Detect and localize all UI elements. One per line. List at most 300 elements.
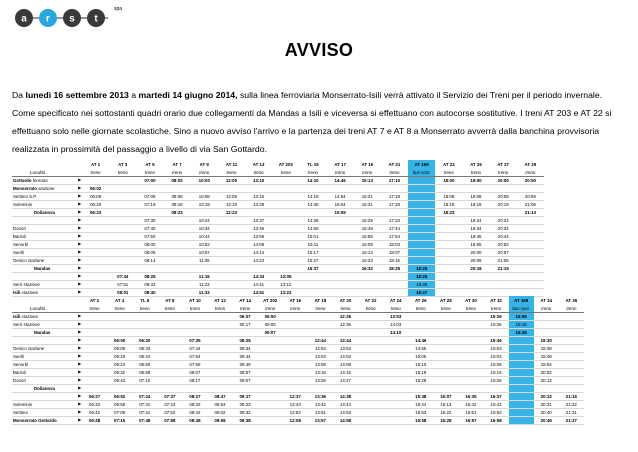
time-cell	[458, 377, 483, 385]
time-cell	[559, 345, 584, 353]
time-cell	[435, 273, 462, 281]
time-cell: 10:00	[191, 177, 218, 185]
time-cell	[82, 281, 109, 289]
service-kind: treno	[490, 169, 517, 177]
time-cell: 20:57	[490, 249, 517, 257]
time-cell: 09:17	[233, 393, 258, 401]
time-cell	[327, 257, 354, 265]
station-label: Gesico	[13, 346, 27, 351]
time-cell	[327, 233, 354, 241]
time-cell	[433, 321, 458, 329]
time-cell: 21:15	[490, 265, 517, 273]
table-row	[12, 241, 544, 249]
time-cell: 17:10	[381, 177, 408, 185]
station-label: Dolianova	[34, 210, 55, 215]
time-cell	[435, 217, 462, 225]
time-cell	[433, 385, 458, 393]
service-kind: treno	[218, 169, 245, 177]
station-label: Gesico	[13, 258, 27, 263]
service-kind: treno	[82, 169, 109, 177]
time-cell: 16:57	[458, 417, 483, 425]
time-cell	[207, 377, 232, 385]
time-cell	[164, 265, 191, 273]
time-cell	[157, 329, 182, 337]
time-cell	[109, 249, 136, 257]
station-name	[12, 393, 74, 401]
time-cell: 16:22	[433, 409, 458, 417]
time-cell	[333, 329, 358, 337]
time-cell: 13:16	[308, 369, 333, 377]
time-cell: 15:29	[354, 217, 381, 225]
train-number: AT 24	[389, 298, 402, 303]
time-cell	[509, 417, 534, 425]
time-cell	[272, 241, 299, 249]
time-cell: 21:09	[517, 201, 544, 209]
time-cell: 13:51	[308, 409, 333, 417]
time-cell: 16:08	[484, 361, 509, 369]
direction-icon: ▶	[74, 417, 82, 425]
station-name	[12, 281, 74, 289]
time-cell: 14:50	[299, 225, 326, 233]
direction-icon: ▶	[74, 313, 82, 321]
time-cell	[157, 361, 182, 369]
time-cell	[132, 313, 157, 321]
time-cell	[358, 345, 383, 353]
time-cell	[509, 337, 534, 345]
time-cell: 20:40	[534, 409, 559, 417]
direction-icon: ▶	[74, 377, 82, 385]
station-name	[12, 233, 74, 241]
station-name	[12, 337, 74, 345]
time-cell: 15:19	[408, 369, 433, 377]
time-cell: 07:19	[136, 201, 163, 209]
time-cell	[283, 345, 308, 353]
table-row	[12, 209, 544, 217]
time-cell	[358, 377, 383, 385]
direction-icon: ▶	[74, 257, 82, 265]
time-cell	[435, 257, 462, 265]
time-cell: 08:49	[233, 361, 258, 369]
time-cell	[358, 321, 383, 329]
time-cell	[383, 377, 408, 385]
time-cell: 07:31	[132, 401, 157, 409]
time-cell	[109, 225, 136, 233]
time-cell	[82, 369, 107, 377]
time-cell	[258, 337, 283, 345]
service-kind: treno	[458, 305, 483, 313]
time-cell	[534, 329, 559, 337]
time-cell: 08:07	[182, 369, 207, 377]
train-number: AT 7	[172, 162, 182, 167]
train-number: TL 6	[140, 298, 150, 303]
time-cell: 07:15	[107, 417, 132, 425]
service-kind: treno	[191, 169, 218, 177]
time-cell: 15:21	[354, 193, 381, 201]
service-kind: treno	[107, 305, 132, 313]
time-cell	[283, 369, 308, 377]
time-cell	[283, 337, 308, 345]
time-cell	[132, 385, 157, 393]
time-cell	[191, 185, 218, 193]
time-cell: 17:28	[381, 201, 408, 209]
time-cell: 06:00	[107, 337, 132, 345]
time-cell: 13:53	[383, 313, 408, 321]
time-cell	[354, 209, 381, 217]
time-cell	[435, 241, 462, 249]
service-kind: treno	[299, 169, 326, 177]
time-cell	[490, 209, 517, 217]
station-name	[12, 201, 74, 209]
time-cell	[433, 353, 458, 361]
time-cell: 20:18	[462, 265, 489, 273]
time-cell	[358, 369, 383, 377]
time-cell: 06:18	[82, 201, 109, 209]
time-cell	[283, 385, 308, 393]
time-cell: 06:42	[82, 409, 107, 417]
time-cell: 16:13	[433, 401, 458, 409]
time-cell	[358, 417, 383, 425]
station-name	[12, 345, 74, 353]
time-cell	[218, 273, 245, 281]
time-cell	[136, 185, 163, 193]
time-cell	[517, 185, 544, 193]
time-cell	[82, 329, 107, 337]
time-cell: 14:08	[333, 361, 358, 369]
table-row	[12, 345, 584, 353]
time-cell: 18:23	[435, 209, 462, 217]
time-cell	[272, 257, 299, 265]
time-cell	[358, 313, 383, 321]
station-label: Dolianova	[34, 386, 55, 391]
train-number: AT 30	[465, 298, 477, 303]
station-label: Isili	[13, 290, 21, 295]
time-cell	[157, 337, 182, 345]
time-cell	[408, 321, 433, 329]
train-number: AT 3	[118, 162, 128, 167]
locality-label: Località	[12, 305, 74, 313]
time-cell	[82, 361, 107, 369]
time-cell	[433, 313, 458, 321]
station-name	[12, 401, 74, 409]
time-cell: 15:01	[299, 233, 326, 241]
train-number: AT 23	[443, 162, 455, 167]
time-cell: 06:48	[82, 417, 107, 425]
time-cell: 08:01	[109, 289, 136, 297]
time-cell: 20:46	[534, 417, 559, 425]
arst-logo	[12, 4, 130, 30]
time-cell: 08:08	[164, 193, 191, 201]
notice-text	[12, 86, 626, 158]
direction-icon: ▶	[74, 321, 82, 329]
service-kind: treno	[517, 169, 544, 177]
time-cell: 12:44	[308, 337, 333, 345]
time-cell: 12:23	[218, 209, 245, 217]
direction-icon: ▶	[74, 409, 82, 417]
time-cell	[462, 281, 489, 289]
time-cell: 12:36	[333, 321, 358, 329]
time-cell: 08:26	[136, 273, 163, 281]
time-cell: 13:10	[245, 177, 272, 185]
time-cell	[490, 185, 517, 193]
time-cell	[408, 209, 435, 217]
time-cell: 08:23	[164, 209, 191, 217]
time-cell	[358, 393, 383, 401]
direction-icon: ▶	[74, 337, 82, 345]
page-title: AVVISO	[284, 40, 354, 60]
time-cell: 13:28	[245, 201, 272, 209]
time-cell	[283, 321, 308, 329]
time-cell: 07:37	[157, 393, 182, 401]
time-cell	[258, 409, 283, 417]
arst-logo-icon	[12, 4, 112, 30]
time-cell: 06:33	[132, 345, 157, 353]
time-cell: 06:17	[233, 321, 258, 329]
time-cell	[109, 241, 136, 249]
time-cell	[358, 401, 383, 409]
time-cell	[164, 233, 191, 241]
time-cell: 14:23	[245, 257, 272, 265]
time-cell: 06:09	[107, 345, 132, 353]
time-cell: 16:32	[354, 265, 381, 273]
time-cell	[272, 209, 299, 217]
time-cell	[164, 217, 191, 225]
time-cell: 08:14	[136, 257, 163, 265]
time-cell: 21:31	[559, 409, 584, 417]
time-cell	[157, 345, 182, 353]
time-cell	[207, 313, 232, 321]
train-number: AT 25	[470, 162, 482, 167]
service-kind: bus sost.	[408, 169, 435, 177]
time-cell	[82, 345, 107, 353]
station-name	[12, 257, 74, 265]
time-cell: 15:46	[484, 337, 509, 345]
time-cell: 16:23	[354, 257, 381, 265]
station-label: Settimo S.P.	[13, 194, 37, 199]
time-cell	[164, 249, 191, 257]
time-cell	[458, 345, 483, 353]
time-cell: 17:18	[381, 193, 408, 201]
time-cell: 12:53	[308, 345, 333, 353]
table-row	[12, 177, 544, 185]
time-cell	[164, 241, 191, 249]
time-cell	[82, 233, 109, 241]
service-kind: treno	[132, 305, 157, 313]
time-cell: 16:52	[484, 409, 509, 417]
time-cell	[157, 369, 182, 377]
time-cell	[218, 217, 245, 225]
table-row	[12, 225, 544, 233]
time-cell: 14:41	[245, 281, 272, 289]
station-name	[12, 353, 74, 361]
time-cell: 20:22	[534, 393, 559, 401]
time-cell	[157, 321, 182, 329]
train-number: AT 202	[263, 298, 278, 303]
time-cell: 20:34	[490, 225, 517, 233]
svg-text:s: s	[69, 13, 75, 25]
train-number: AT 16	[289, 298, 302, 303]
time-cell	[559, 321, 584, 329]
time-cell	[358, 329, 383, 337]
time-cell: 08:57	[233, 369, 258, 377]
time-cell	[109, 233, 136, 241]
time-cell	[408, 233, 435, 241]
time-cell: 06:52	[107, 393, 132, 401]
time-cell: 14:54	[327, 193, 354, 201]
service-kind: treno	[408, 305, 433, 313]
time-cell	[435, 185, 462, 193]
time-cell	[107, 321, 132, 329]
time-cell	[462, 209, 489, 217]
table-row	[12, 393, 584, 401]
time-cell: 06:32	[107, 369, 132, 377]
table-row	[12, 233, 544, 241]
time-cell	[164, 281, 191, 289]
time-cell: 15:09	[509, 313, 534, 321]
time-cell	[383, 353, 408, 361]
time-cell: 15:04	[327, 201, 354, 209]
time-cell	[327, 273, 354, 281]
time-cell	[283, 313, 308, 321]
time-cell	[207, 329, 232, 337]
time-cell: 06:07	[233, 313, 258, 321]
service-kind: treno	[435, 169, 462, 177]
time-cell	[299, 273, 326, 281]
time-cell	[408, 329, 433, 337]
time-cell	[559, 353, 584, 361]
time-cell	[207, 369, 232, 377]
time-cell: 12:09	[218, 193, 245, 201]
time-cell	[258, 401, 283, 409]
table-row	[12, 265, 544, 273]
time-cell	[272, 249, 299, 257]
time-cell	[509, 353, 534, 361]
time-cell	[218, 265, 245, 273]
time-cell	[381, 273, 408, 281]
time-cell: 13:16	[245, 193, 272, 201]
train-number: AT 22	[364, 298, 377, 303]
time-cell: 15:28	[408, 377, 433, 385]
time-cell: 13:22	[272, 289, 299, 297]
station-label: Serri	[13, 282, 23, 287]
time-cell	[327, 265, 354, 273]
time-cell	[458, 313, 483, 321]
table-row	[12, 361, 584, 369]
time-cell: 07:35	[182, 337, 207, 345]
time-cell	[435, 249, 462, 257]
time-cell	[107, 329, 132, 337]
service-kind: treno	[381, 169, 408, 177]
time-cell	[207, 337, 232, 345]
time-cell: 08:47	[207, 393, 232, 401]
time-cell	[272, 233, 299, 241]
time-cell	[157, 377, 182, 385]
time-cell: 11:06	[191, 257, 218, 265]
notice-part: Da	[12, 90, 26, 100]
time-cell: 10:24	[191, 217, 218, 225]
time-cell: 06:24	[107, 361, 132, 369]
time-cell	[82, 265, 109, 273]
time-cell	[534, 313, 559, 321]
time-cell: 10:08	[191, 193, 218, 201]
time-cell: 09:07	[258, 329, 283, 337]
time-cell: 07:54	[182, 353, 207, 361]
time-cell	[559, 377, 584, 385]
time-cell	[82, 249, 109, 257]
svg-text:t: t	[94, 13, 98, 25]
time-cell	[182, 329, 207, 337]
direction-icon: ▶	[74, 361, 82, 369]
service-kind: treno	[136, 169, 163, 177]
service-kind: treno	[333, 305, 358, 313]
time-cell: 20:08	[490, 193, 517, 201]
station-name	[12, 193, 74, 201]
notice-date-end: martedì 14 giugno 2014,	[138, 90, 238, 100]
service-kind: treno	[157, 305, 182, 313]
time-cell	[218, 241, 245, 249]
kind-row	[12, 305, 584, 313]
time-cell: 12:26	[333, 313, 358, 321]
time-cell: 06:27	[82, 393, 107, 401]
time-cell	[517, 241, 544, 249]
train-number: AT 11	[225, 162, 238, 167]
time-cell	[559, 337, 584, 345]
time-cell: 14:39	[299, 217, 326, 225]
station-name	[12, 185, 74, 193]
time-cell: 19:30	[534, 337, 559, 345]
time-cell	[109, 209, 136, 217]
train-number: AT 13	[252, 162, 265, 167]
table-row	[12, 409, 584, 417]
service-kind: treno	[433, 305, 458, 313]
time-cell: 07:43	[157, 401, 182, 409]
time-cell: 15:36	[484, 321, 509, 329]
time-cell	[509, 369, 534, 377]
time-cell: 20:19	[490, 201, 517, 209]
time-cell: 18:03	[381, 241, 408, 249]
time-cell: 18:26	[408, 273, 435, 281]
time-cell	[327, 241, 354, 249]
time-cell: 06:42	[107, 377, 132, 385]
time-cell: 11:33	[191, 289, 218, 297]
time-cell	[509, 409, 534, 417]
time-cell	[182, 385, 207, 393]
time-cell	[164, 257, 191, 265]
time-cell	[408, 225, 435, 233]
time-cell: 12:43	[283, 401, 308, 409]
time-cell: 08:48	[182, 417, 207, 425]
time-cell: 20:52	[490, 241, 517, 249]
time-cell	[517, 225, 544, 233]
time-cell: 10:44	[191, 233, 218, 241]
time-cell: 20:50	[517, 177, 544, 185]
table-row	[12, 185, 544, 193]
time-cell: 08:19	[164, 201, 191, 209]
time-cell: 14:46	[408, 337, 433, 345]
time-cell	[383, 409, 408, 417]
time-cell: 07:09	[107, 409, 132, 417]
table-row	[12, 257, 544, 265]
time-cell: 15:53	[484, 345, 509, 353]
direction-icon: ▶	[74, 289, 82, 297]
time-cell	[272, 185, 299, 193]
time-cell	[272, 193, 299, 201]
time-cell: 13:03	[308, 353, 333, 361]
time-cell	[358, 385, 383, 393]
time-cell: 16:37	[484, 393, 509, 401]
time-cell	[132, 321, 157, 329]
station-name	[12, 217, 74, 225]
time-cell	[458, 337, 483, 345]
